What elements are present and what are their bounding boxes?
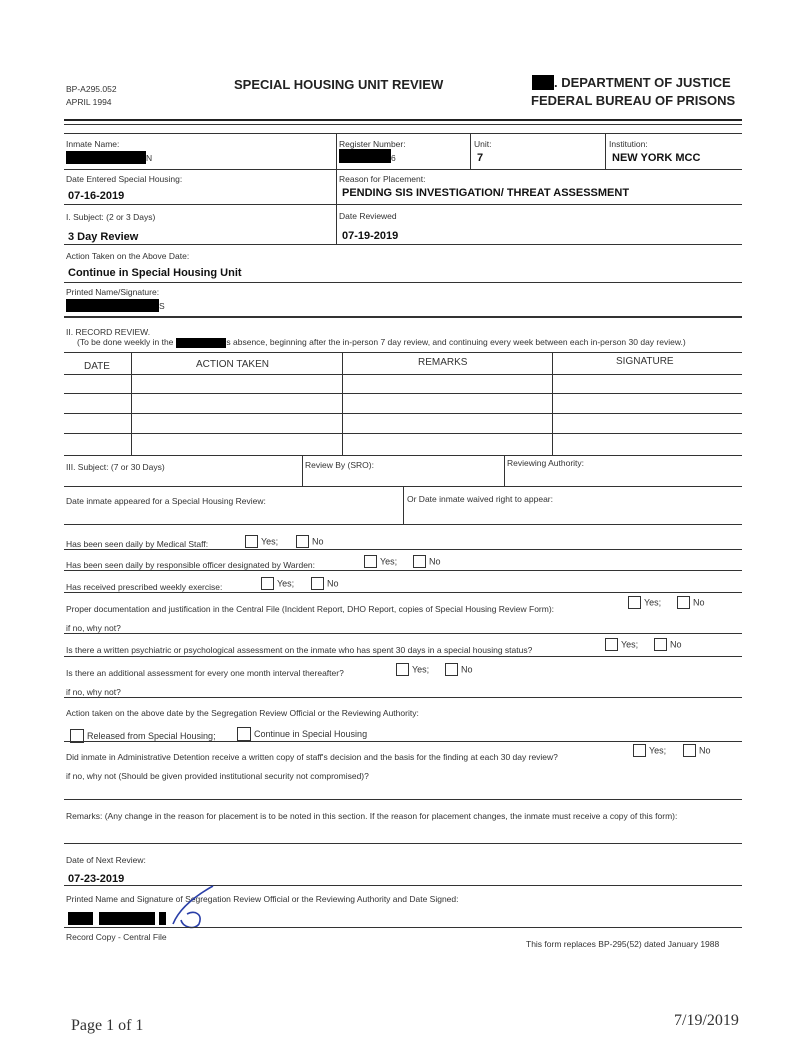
redaction [66, 299, 159, 312]
row-divider [64, 204, 742, 205]
table-row [64, 393, 742, 394]
institution-value: NEW YORK MCC [612, 152, 701, 164]
col-divider [403, 486, 404, 524]
header-rule [64, 119, 742, 121]
row-divider [64, 282, 742, 283]
col-header-action: ACTION TAKEN [196, 359, 269, 370]
col-header-signature: SIGNATURE [616, 356, 674, 367]
row-divider [64, 169, 742, 170]
checkbox-icon[interactable] [237, 727, 251, 741]
action-taken-value: Continue in Special Housing Unit [68, 267, 242, 279]
officer-yes[interactable]: Yes; [364, 555, 397, 568]
row-divider [64, 697, 742, 698]
officer-no[interactable]: No [413, 555, 441, 568]
officer-label: Has been seen daily by responsible officer designated by Warden: [66, 560, 316, 570]
date-appeared-label: Date inmate appeared for a Special Housing Review: [66, 496, 266, 506]
if-no-why-label-2: if no, why not? [66, 687, 121, 697]
medical-label: Has been seen daily by Medical Staff: [66, 539, 209, 549]
checkbox-icon[interactable] [654, 638, 667, 651]
record-review-heading: II. RECORD REVIEW. [66, 327, 151, 337]
documentation-yes[interactable]: Yes; [628, 596, 661, 609]
medical-yes[interactable]: Yes; [245, 535, 278, 548]
unit-value: 7 [477, 152, 484, 164]
additional-label: Is there an additional assessment for every one month interval thereafter? [66, 668, 344, 678]
col-divider [504, 455, 505, 486]
signature-label: Printed Name and Signature of Segregation Review Official or the Reviewing Authority and Date Signed: [66, 894, 459, 904]
next-review-label: Date of Next Review: [66, 855, 146, 865]
continue-option[interactable]: Continue in Special Housing [237, 727, 367, 741]
redaction [99, 912, 155, 925]
next-review-value: 07-23-2019 [68, 873, 125, 885]
replaces-note: This form replaces BP-295(52) dated January 1988 [526, 939, 720, 949]
admin-detention-no[interactable]: No [683, 744, 711, 757]
exercise-no[interactable]: No [311, 577, 339, 590]
subject3-label: III. Subject: (7 or 30 Days) [66, 462, 165, 472]
reason-value: PENDING SIS INVESTIGATION/ THREAT ASSESSMENT [342, 187, 630, 199]
row-divider [64, 549, 742, 550]
table-row [64, 374, 742, 375]
page-number: Page 1 of 1 [71, 1017, 144, 1034]
checkbox-icon[interactable] [413, 555, 426, 568]
reviewing-authority-label: Reviewing Authority: [507, 458, 585, 468]
medical-no[interactable]: No [296, 535, 324, 548]
released-option[interactable]: Released from Special Housing; [70, 729, 216, 743]
table-col [342, 352, 343, 455]
col-divider [470, 133, 471, 169]
remarks-label: Remarks: (Any change in the reason for placement is to be noted in this section. If the reason for placement changes, the inmate must receive a copy of this form): [66, 811, 678, 821]
if-no-why-label-3: if no, why not (Should be given provided institutional security not compromised)? [66, 771, 369, 781]
documentation-label: Proper documentation and justification in the Central File (Incident Report, DHO Report, copies of Special Housing Review Form): [66, 604, 555, 614]
row-divider [64, 799, 742, 800]
additional-no[interactable]: No [445, 663, 473, 676]
psych-label: Is there a written psychiatric or psychological assessment on the inmate who has spent 30 days in a special housing status? [66, 645, 533, 655]
checkbox-icon[interactable] [364, 555, 377, 568]
row-divider [64, 524, 742, 525]
record-review-instruction [77, 337, 686, 348]
institution-label: Institution: [609, 139, 648, 149]
header-rule-thin [64, 124, 742, 125]
row-divider [64, 244, 742, 245]
table-col [131, 352, 132, 455]
form-code: BP-A295.052 [66, 84, 117, 94]
table-col [552, 352, 553, 455]
redaction [176, 338, 226, 348]
row-divider [64, 316, 742, 318]
printed-name-label: Printed Name/Signature: [66, 287, 160, 297]
table-border [64, 455, 742, 456]
row-divider [64, 843, 742, 844]
register-number-label: Register Number: [339, 139, 406, 149]
action-taken-label: Action Taken on the Above Date: [66, 251, 190, 261]
date-reviewed-value: 07-19-2019 [342, 230, 399, 242]
row-divider [64, 656, 742, 657]
page-title: SPECIAL HOUSING UNIT REVIEW [234, 77, 444, 92]
subject1-label: I. Subject: (2 or 3 Days) [66, 212, 156, 222]
col-divider [302, 455, 303, 486]
col-header-remarks: REMARKS [418, 357, 468, 368]
redaction [532, 75, 554, 90]
table-border [64, 352, 742, 353]
review-by-label: Review By (SRO): [305, 460, 374, 470]
table-row [64, 433, 742, 434]
checkbox-icon[interactable] [396, 663, 409, 676]
inmate-name-label: Inmate Name: [66, 139, 120, 149]
checkbox-icon[interactable] [677, 596, 690, 609]
col-divider [336, 133, 337, 169]
admin-detention-label: Did inmate in Administrative Detention receive a written copy of staff's decision and the basis for the finding at each 30 day review? [66, 752, 558, 762]
checkbox-icon[interactable] [628, 596, 641, 609]
department-name: . DEPARTMENT OF JUSTICE [554, 75, 731, 90]
documentation-no[interactable]: No [677, 596, 705, 609]
date-entered-label: Date Entered Special Housing: [66, 174, 183, 184]
subject1-value: 3 Day Review [68, 231, 139, 243]
redaction [68, 912, 93, 925]
col-divider [605, 133, 606, 169]
row-divider [64, 133, 742, 134]
psych-no[interactable]: No [654, 638, 682, 651]
table-row [64, 413, 742, 414]
inmate-name-suffix: N [146, 153, 153, 163]
checkbox-icon[interactable] [261, 577, 274, 590]
row-divider [64, 741, 742, 742]
date-reviewed-label: Date Reviewed [339, 211, 397, 221]
unit-label: Unit: [474, 139, 492, 149]
record-copy-note: Record Copy - Central File [66, 932, 167, 942]
psych-yes[interactable]: Yes; [605, 638, 638, 651]
instruction-suffix: s absence, beginning after the in-person 7 day review, and continuing every week between each in-person 30 day review.) [226, 337, 686, 347]
date-entered-value: 07-16-2019 [68, 190, 125, 202]
form-date: APRIL 1994 [66, 97, 112, 107]
checkbox-icon[interactable] [605, 638, 618, 651]
redaction [339, 149, 391, 163]
date-waived-label: Or Date inmate waived right to appear: [407, 494, 553, 504]
checkbox-icon[interactable] [245, 535, 258, 548]
action-official-label: Action taken on the above date by the Segregation Review Official or the Reviewing Authority: [66, 708, 419, 718]
additional-yes[interactable]: Yes; [396, 663, 429, 676]
redaction [66, 151, 146, 164]
checkbox-icon[interactable] [296, 535, 309, 548]
row-divider [64, 633, 742, 634]
exercise-yes[interactable]: Yes; [261, 577, 294, 590]
checkbox-icon[interactable] [445, 663, 458, 676]
checkbox-icon[interactable] [633, 744, 646, 757]
if-no-why-label: if no, why not? [66, 623, 121, 633]
print-date: 7/19/2019 [674, 1012, 739, 1029]
checkbox-icon[interactable] [683, 744, 696, 757]
exercise-label: Has received prescribed weekly exercise: [66, 582, 223, 592]
reason-label: Reason for Placement: [339, 174, 426, 184]
bureau-name: FEDERAL BUREAU OF PRISONS [531, 93, 736, 108]
col-divider [336, 169, 337, 244]
col-header-date: DATE [84, 361, 110, 372]
checkbox-icon[interactable] [311, 577, 324, 590]
row-divider [64, 592, 742, 593]
row-divider [64, 570, 742, 571]
register-number-suffix: 6 [391, 153, 396, 163]
instruction-prefix: (To be done weekly in the [77, 337, 174, 347]
row-divider [64, 927, 742, 928]
admin-detention-yes[interactable]: Yes; [633, 744, 666, 757]
printed-name-suffix: S [159, 301, 165, 311]
